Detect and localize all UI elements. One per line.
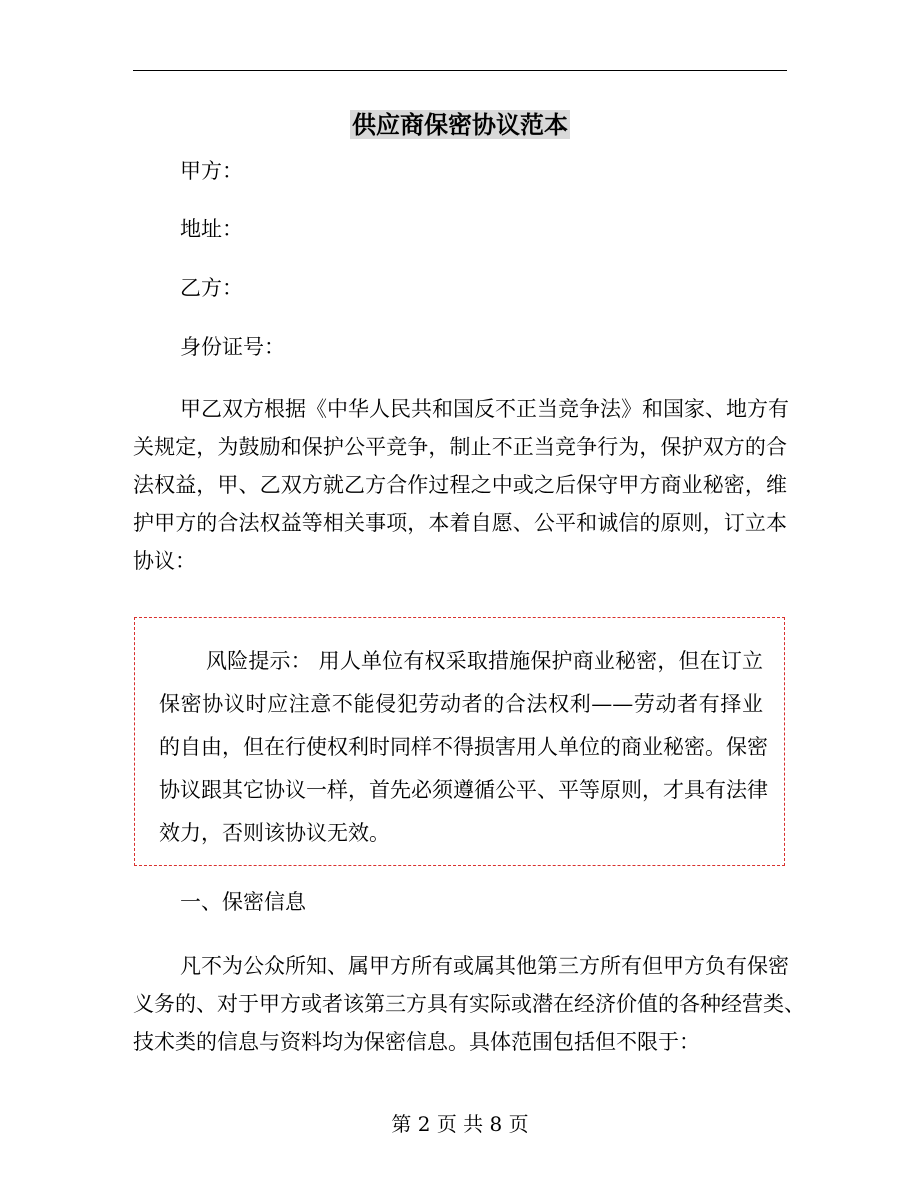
risk-notice-line: 效力，否则该协议无效。 bbox=[159, 821, 390, 845]
section-1-line: 凡不为公众所知、属甲方所有或属其他第三方所有但甲方负有保密 bbox=[180, 954, 789, 978]
risk-notice-line: 保密协议时应注意不能侵犯劳动者的合法权利——劳动者有择业 bbox=[159, 692, 763, 716]
risk-notice-line: 协议跟其它协议一样，首先必须遵循公平、平等原则，才具有法律 bbox=[159, 778, 768, 802]
risk-notice-line: 的自由，但在行使权利时同样不得损害用人单位的商业秘密。保密 bbox=[159, 735, 768, 759]
address-field: 地址： bbox=[180, 217, 243, 241]
section-heading-confidential-info: 一、保密信息 bbox=[180, 890, 306, 914]
party-b-field: 乙方： bbox=[180, 276, 243, 300]
intro-paragraph bbox=[133, 390, 787, 580]
section-1-line: 义务的、对于甲方或者该第三方具有实际或潜在经济价值的各种经营类、 bbox=[133, 992, 805, 1016]
id-number-field: 身份证号： bbox=[180, 335, 285, 359]
intro-line: 法权益，甲、乙双方就乙方合作过程之中或之后保守甲方商业秘密，维 bbox=[133, 473, 787, 497]
document-title-text: 供应商保密协议范本 bbox=[352, 110, 568, 139]
page-footer: 第 2 页 共 8 页 bbox=[391, 1112, 529, 1136]
section-1-paragraph bbox=[133, 947, 805, 1061]
document-title bbox=[0, 108, 920, 142]
intro-line: 甲乙双方根据《中华人民共和国反不正当竞争法》和国家、地方有 bbox=[180, 397, 789, 421]
risk-notice-text bbox=[159, 640, 768, 855]
party-a-field: 甲方： bbox=[180, 159, 243, 183]
risk-notice-box bbox=[134, 617, 785, 866]
section-1-line: 技术类的信息与资料均为保密信息。具体范围包括但不限于： bbox=[133, 1030, 700, 1054]
risk-notice-line: 风险提示： 用人单位有权采取措施保护商业秘密，但在订立 bbox=[206, 649, 763, 673]
intro-line: 关规定，为鼓励和保护公平竞争，制止不正当竞争行为，保护双方的合 bbox=[133, 435, 787, 459]
intro-line: 护甲方的合法权益等相关事项，本着自愿、公平和诚信的原则，订立本 bbox=[133, 511, 787, 535]
header-rule bbox=[133, 70, 787, 71]
intro-line: 协议： bbox=[133, 549, 196, 573]
